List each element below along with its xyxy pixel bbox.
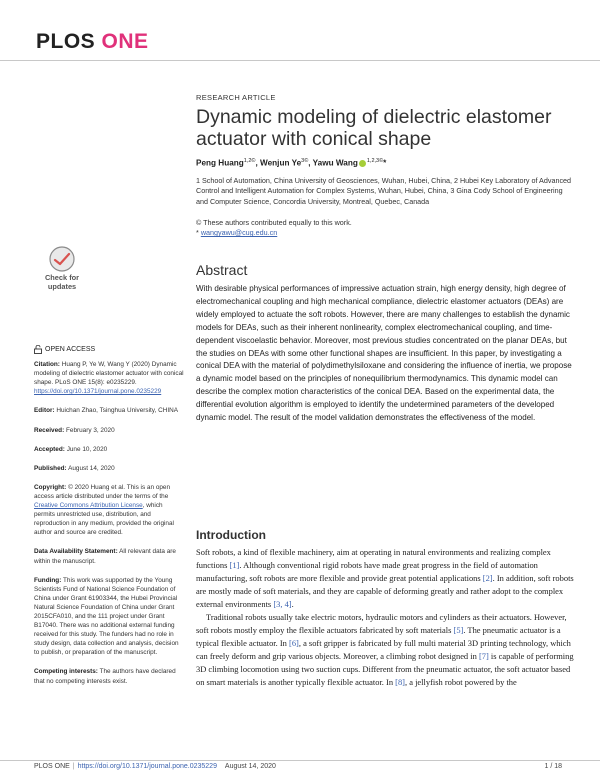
intro-paragraph-text: is capable of performing 3D climbing locomotion using two suction cups. Different from the pneumatic actuator, the soft actuator based on smart materials is another typically flexible actuator. In [196,651,574,688]
funding-block [34,576,184,658]
affiliations: 1 School of Automation, China University of Geosciences, Wuhan, Hubei, China, 2 Hubei Key Laboratory of Advanced Control and Intelligent Automation for Complex Systems, Wuhan, Hubei, China, 3 Gina Cody School of Engineering and Computer Science, Concordia University, Montreal, Quebec, Canada [196,176,572,206]
author-name[interactable]: Yawu Wang [312,158,358,168]
copyright-text: © 2020 Huang et al. This is an open access article distributed under the terms of the [34,483,171,500]
reference-link[interactable]: [7] [478,651,489,662]
page-number: 1 / 18 [544,763,562,770]
intro-paragraph-text: Traditional robots usually take electric motors, hydraulic motors and cylinders as their actuators. However, soft robots mostly employ the flexible actuators fabricated by soft materials [196,612,567,636]
data-availability-block [34,547,184,565]
funding-text: This work was supported by the Young Scientists Fund of National Science Foundation of China under Grant 61903344, the Hubei Provincial Natural Science Foundation of China under Grant 2015CFA010, and the 111 project under Grant B17040. There was no additional external funding received for this study. The funders had no role in study design, data collection and analysis, decision to publish, or preparation of the manuscript. [34,576,179,657]
footer-doi-link[interactable]: https://doi.org/10.1371/journal.pone.0235229 [77,763,217,770]
intro-paragraph-text: . [291,599,294,610]
published-date: August 14, 2020 [68,464,115,472]
editor-label: Editor: [34,407,55,415]
published-label: Published: [34,464,67,472]
author-name[interactable]: Wenjun Ye [260,158,302,168]
reference-link[interactable]: [5] [453,625,464,636]
competing-interests-block [34,667,184,685]
footer-divider [0,760,600,761]
author-name[interactable]: Peng Huang [196,158,244,168]
reference-link[interactable]: [8] [395,677,405,688]
article-type: RESEARCH ARTICLE [196,93,276,102]
received-block [34,426,184,435]
corresponding-marker: * [383,158,387,168]
citation-label: Citation: [34,361,60,369]
citation-block [34,360,184,396]
citation-text: Huang P, Ye W, Wang Y (2020) Dynamic modeling of dielectric elastomer actuator with conical shape. PLoS ONE 15(8): e0235229. [34,361,184,387]
corresponding-email-link[interactable]: wangyawu@cug.edu.cn [200,228,278,238]
author-affiliation-marker: 3© [301,158,309,164]
editor-text: Huichan Zhao, Tsinghua University, CHINA [56,407,178,415]
page-footer [34,763,276,770]
open-access-label: OPEN ACCESS [45,346,96,353]
open-access-badge [34,345,184,354]
author-affiliation-marker: 1,2© [243,158,256,164]
reference-link[interactable]: [3, 4] [273,599,292,610]
copyright-label: Copyright: [34,483,67,491]
published-block [34,464,184,473]
footer-separator: | [72,763,75,770]
reference-link[interactable]: [1] [229,560,240,571]
competing-interests-label: Competing interests: [34,668,98,676]
header-divider [0,60,600,61]
article-info-sidebar [34,345,184,696]
introduction-heading: Introduction [196,528,266,542]
competing-interests-text: The authors have declared that no competing interests exist. [34,668,176,685]
intro-paragraph-text: . In addition, soft robots are mostly made of soft materials, and they are capable of deforming greatly and rather adopt to the complex external environments [196,573,574,610]
corresponding-marker: * [196,228,199,238]
data-availability-text: All relevant data are within the manuscript. [34,548,176,565]
footer-journal: PLOS ONE [34,763,70,770]
received-label: Received: [34,426,65,434]
intro-paragraph-text: , a soft gripper is fabricated by full multi material 3D printing technology, which can freely deform and grip various objects. Moreover, a climbing robot designed in [196,638,571,662]
journal-logo [36,30,149,54]
license-link[interactable]: Creative Commons Attribution License [34,502,143,510]
received-date: February 3, 2020 [65,426,115,434]
journal-logo-one: ONE [101,30,149,53]
abstract-text: With desirable physical performances of impressive actuation strain, high energy density, high degree of electromechanical coupling and high mechanical compliance, dielectric elastomer actuators (DEAs) are widely employed to actuate the soft robots. However, there are many challenges to establish the dynamic models for DEAs, such as their inherent nonlinearity, complex electromechanical coupling, and time-dependent viscoelastic behavior. Moreover, most previous studies concentrated on the planar DEAs, but the studies on DEAs with some other functional shapes are insufficient. In this paper, by investigating a conical DEA with the material of polydimethylsiloxane and considering the influence of inertia, we propose a dynamic model based on the principles of nonequilibrium thermodynamics. This dynamic model can describe the complex motion characteristics of the conical DEA. Based on the experimental data, the differential evolution algorithm is employed to identify the undetermined parameters of the developed dynamic model. The result of the model validation demonstrates the effectiveness of the model. [196,284,572,423]
funding-label: Funding: [34,576,62,584]
editor-block [34,406,184,415]
data-availability-label: Data Availability Statement: [34,548,118,556]
introduction-text [196,546,574,690]
intro-paragraph-text: , a jellyfish robot powered by the [405,677,517,688]
author-list: Peng Huang$^{1,2©}$, Wenjun $Ye^{3©}$, Yawu Wang $^{1,2,3©}$* [196,158,387,168]
copyright-block [34,483,184,538]
intro-paragraph-text: . Although conventional rigid robots have made great progress in the field of automation manufacturing, soft robots are more flexible and provide great potential applications [196,560,538,584]
accepted-date: June 10, 2020 [66,445,108,453]
journal-logo-plos: PLOS [36,30,96,53]
citation-doi-link[interactable]: https://doi.org/10.1371/journal.pone.0235229 [34,388,162,396]
open-lock-icon [34,345,42,354]
accepted-label: Accepted: [34,445,65,453]
footer-separator [217,763,225,770]
footer-date: August 14, 2020 [224,763,276,770]
reference-link[interactable]: [6] [289,638,299,649]
corresponding-email-row [196,228,572,238]
intro-paragraph-text: . The pneumatic actuator is a typical flexible actuator. In [196,625,561,649]
author-affiliation-marker: 1,2,3© [366,158,384,164]
abstract-heading: Abstract [196,262,248,278]
orcid-icon[interactable] [359,160,366,167]
reference-link[interactable]: [2] [482,573,493,584]
check-for-updates-label[interactable]: Check for updates [44,273,80,291]
copyright-text-end: , which permits unrestricted use, distribution, and reproduction in any medium, provided the original author and source are credited. [34,502,174,537]
accepted-block [34,445,184,454]
author-notes [196,218,572,239]
article-title: Dynamic modeling of dielectric elastomer actuator with conical shape [196,106,552,150]
intro-paragraph-text: Soft robots, a kind of flexible machinery, aim at operating in natural environments and realizing complex functions [196,547,551,571]
equal-contribution-note: © These authors contributed equally to this work. [196,218,352,227]
